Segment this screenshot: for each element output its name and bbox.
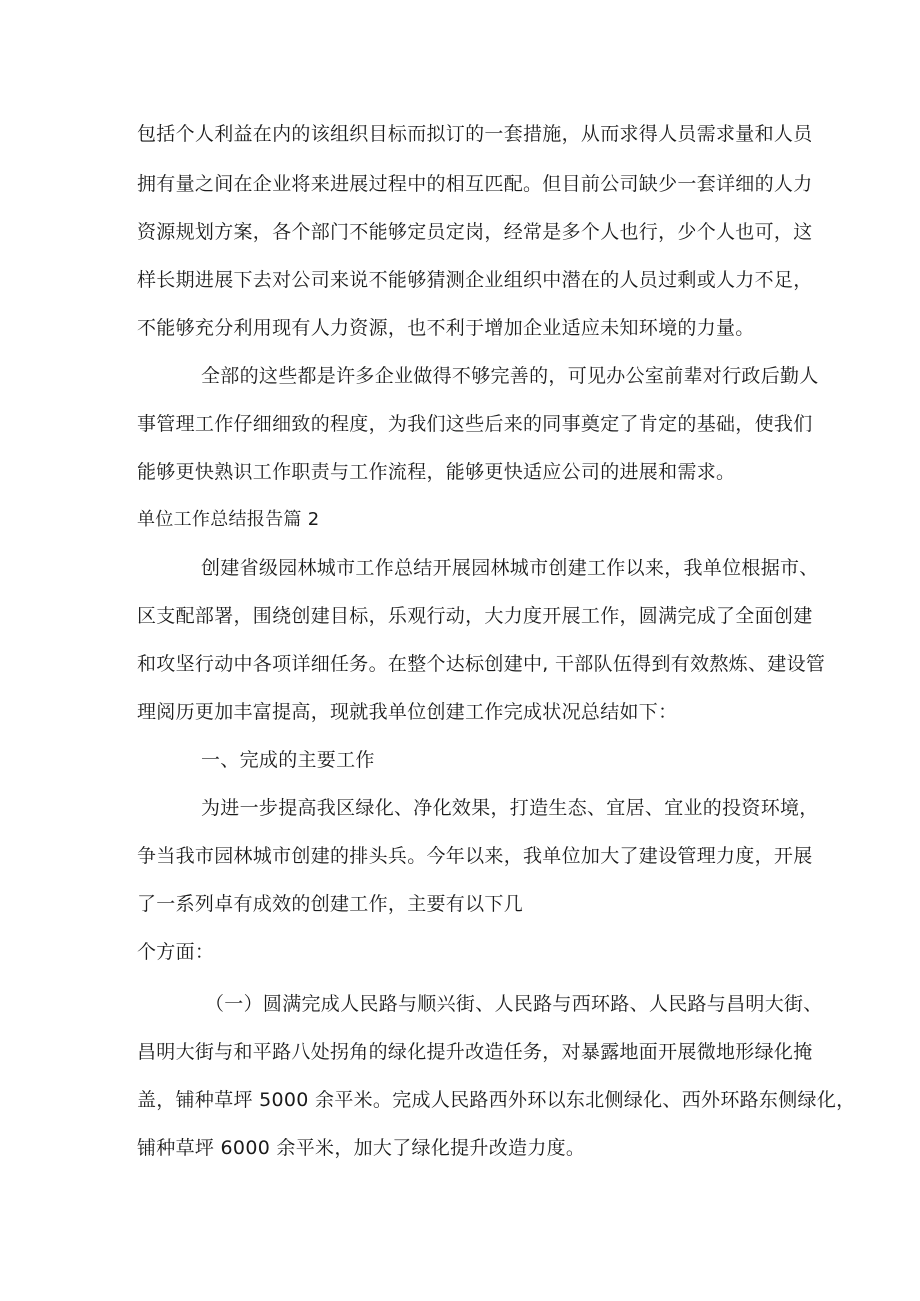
paragraph-line: 个方面： — [137, 941, 215, 963]
paragraph-line: 区支配部署，围绕创建目标，乐观行动，大力度开展工作，圆满完成了全面创建 — [137, 605, 813, 627]
subsection-heading: 一、完成的主要工作 — [201, 749, 375, 771]
paragraph-line: 昌明大街与和平路八处拐角的绿化提升改造任务，对暴露地面开展微地形绿化掩 — [137, 1041, 813, 1063]
paragraph-line: 全部的这些都是许多企业做得不够完善的，可见办公室前辈对行政后勤人 — [201, 365, 819, 387]
paragraph-line: 事管理工作仔细细致的程度，为我们这些后来的同事奠定了肯定的基础，使我们 — [137, 413, 813, 435]
paragraph-line: 了一系列卓有成效的创建工作，主要有以下几 — [137, 893, 524, 915]
paragraph-line: 不能够充分利用现有人力资源，也不利于增加企业适应未知环境的力量。 — [137, 317, 755, 339]
paragraph-line: 拥有量之间在企业将来进展过程中的相互匹配。但目前公司缺少一套详细的人力 — [137, 173, 813, 195]
section-heading: 单位工作总结报告篇 2 — [137, 509, 320, 530]
paragraph-line: 为进一步提高我区绿化、净化效果，打造生态、宜居、宜业的投资环境， — [201, 797, 819, 819]
paragraph-line: 包括个人利益在内的该组织目标而拟订的一套措施，从而求得人员需求量和人员 — [137, 123, 813, 145]
paragraph-line: 创建省级园林城市工作总结开展园林城市创建工作以来，我单位根据市、 — [201, 557, 819, 579]
paragraph-line: 样长期进展下去对公司来说不能够猜测企业组织中潜在的人员过剩或人力不足， — [137, 269, 813, 291]
paragraph-line: 理阅历更加丰富提高，现就我单位创建工作完成状况总结如下： — [137, 701, 678, 723]
paragraph-line: 能够更快熟识工作职责与工作流程，能够更快适应公司的进展和需求。 — [137, 461, 736, 483]
paragraph-line: 和攻坚行动中各项详细任务。在整个达标创建中, 干部队伍得到有效熬炼、建设管 — [137, 653, 826, 675]
paragraph-line: 争当我市园林城市创建的排头兵。今年以来，我单位加大了建设管理力度，开展 — [137, 845, 813, 867]
paragraph-line: 资源规划方案，各个部门不能够定员定岗，经常是多个人也行，少个人也可，这 — [137, 221, 813, 243]
paragraph-line: 盖，铺种草坪 5000 余平米。完成人民路西外环以东北侧绿化、西外环路东侧绿化， — [137, 1089, 856, 1111]
paragraph-line: 铺种草坪 6000 余平米，加大了绿化提升改造力度。 — [137, 1137, 586, 1159]
paragraph-line: （一）圆满完成人民路与顺兴街、人民路与西环路、人民路与昌明大街、 — [205, 993, 823, 1015]
